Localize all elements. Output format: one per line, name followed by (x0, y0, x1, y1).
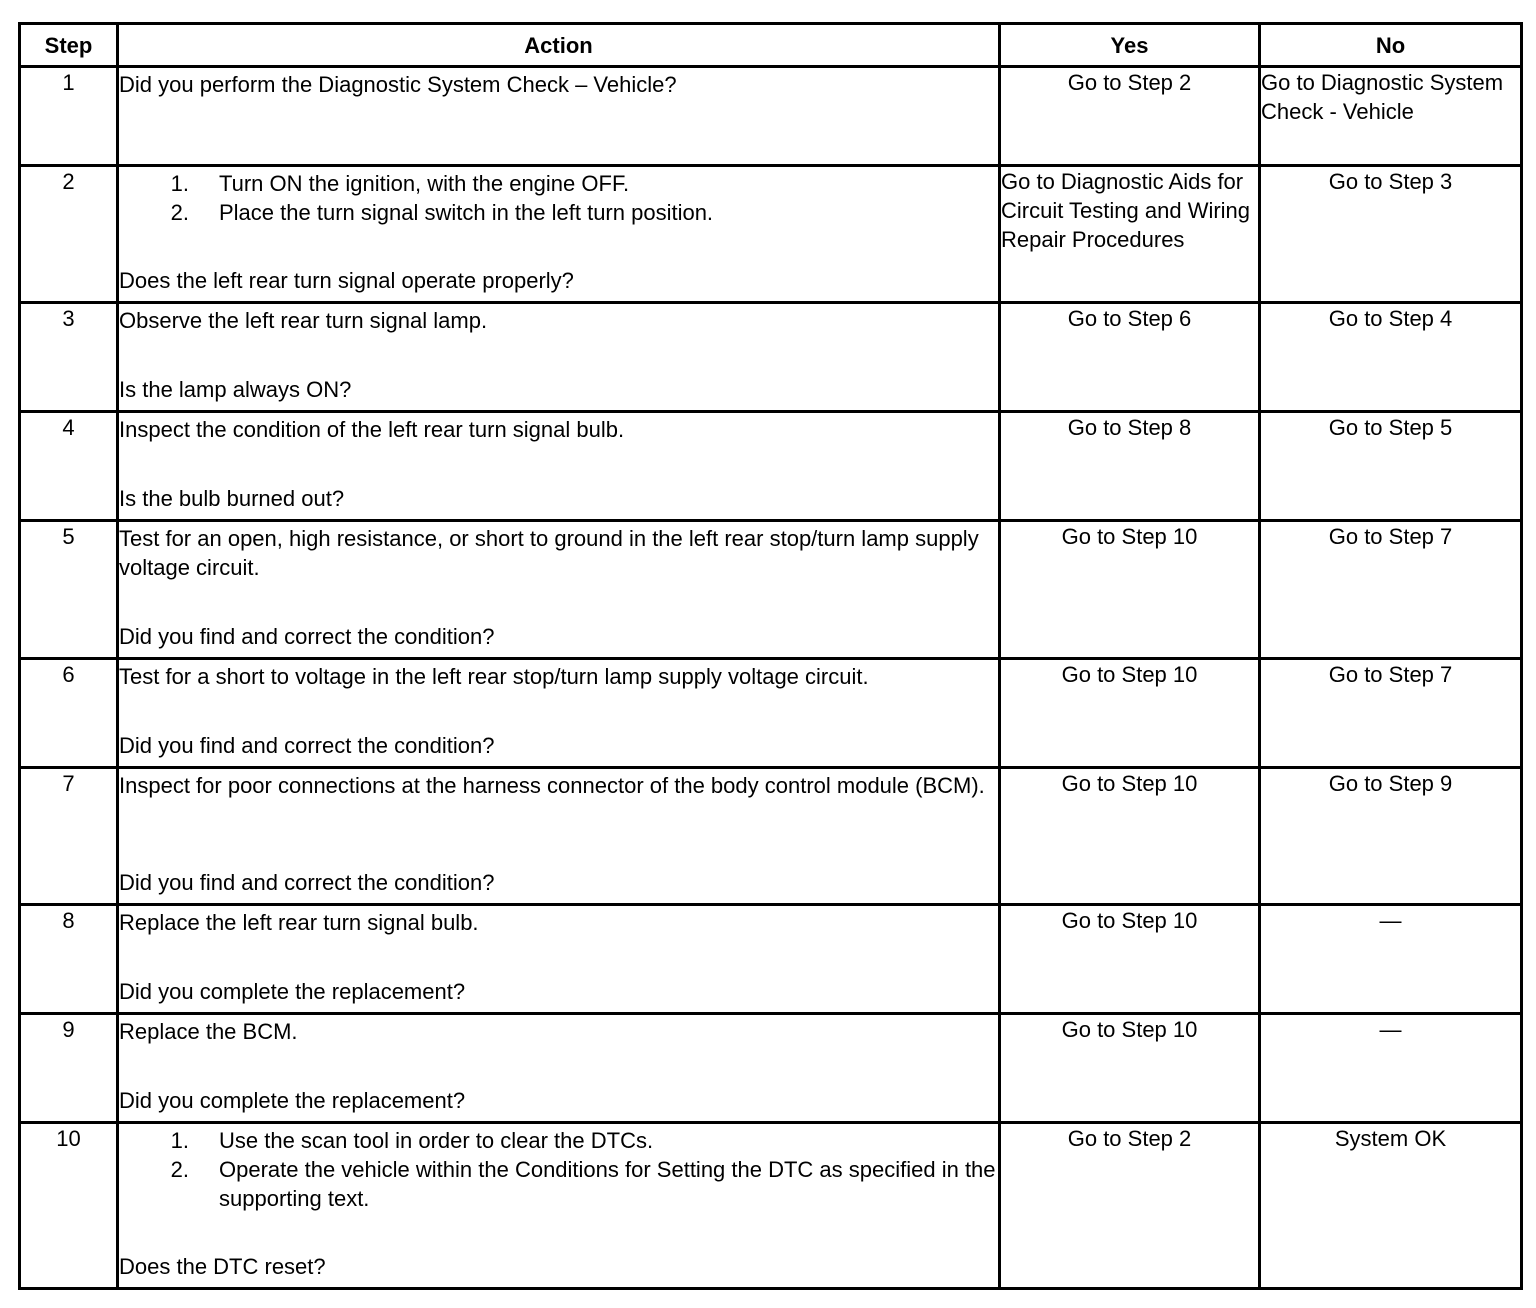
step-number: 2 (20, 166, 118, 303)
instruction-item: 1. Turn ON the ignition, with the engine OFF. (170, 171, 630, 196)
instruction-list (119, 169, 998, 227)
table-row (20, 67, 1522, 166)
yes-cell: Go to Step 10 (1000, 905, 1260, 1014)
action-question: Did you complete the replacement? (119, 979, 466, 1004)
table-row (20, 905, 1522, 1014)
action-cell (118, 67, 1000, 166)
yes-cell: Go to Step 2 (1000, 67, 1260, 166)
action-question: Is the bulb burned out? (119, 486, 345, 511)
yes-cell: Go to Step 8 (1000, 412, 1260, 521)
action-cell (118, 1014, 1000, 1123)
action-question: Did you find and correct the condition? (119, 870, 495, 895)
table-row (20, 1123, 1522, 1289)
yes-cell: Go to Step 10 (1000, 659, 1260, 768)
yes-cell: Go to Step 10 (1000, 1014, 1260, 1123)
instruction-item: 1. Use the scan tool in order to clear the DTCs. (170, 1128, 654, 1153)
diagnostic-table (18, 22, 1523, 1290)
step-number: 6 (20, 659, 118, 768)
action-text: Test for a short to voltage in the left rear stop/turn lamp supply voltage circuit. (119, 664, 869, 689)
header-step: Step (20, 24, 118, 67)
table-row (20, 768, 1522, 905)
action-text: Test for an open, high resistance, or short to ground in the left rear stop/turn lamp supply voltage circuit. (119, 526, 979, 580)
action-text: Replace the BCM. (119, 1019, 298, 1044)
yes-cell: Go to Step 6 (1000, 303, 1260, 412)
action-question: Does the left rear turn signal operate properly? (119, 268, 574, 293)
no-cell: Go to Diagnostic System Check - Vehicle (1260, 67, 1522, 166)
no-cell: Go to Step 7 (1260, 659, 1522, 768)
table-row (20, 412, 1522, 521)
action-question: Did you find and correct the condition? (119, 624, 495, 649)
step-number: 7 (20, 768, 118, 905)
action-cell (118, 768, 1000, 905)
yes-cell: Go to Step 10 (1000, 768, 1260, 905)
no-cell: Go to Step 4 (1260, 303, 1522, 412)
step-number: 3 (20, 303, 118, 412)
action-question: Did you complete the replacement? (119, 1088, 466, 1113)
step-number: 5 (20, 521, 118, 659)
action-question: Is the lamp always ON? (119, 377, 352, 402)
table-row (20, 521, 1522, 659)
table-row (20, 1014, 1522, 1123)
table-row (20, 303, 1522, 412)
header-yes: Yes (1000, 24, 1260, 67)
action-cell (118, 303, 1000, 412)
step-number: 1 (20, 67, 118, 166)
yes-cell: Go to Diagnostic Aids for Circuit Testing and Wiring Repair Procedures (1000, 166, 1260, 303)
action-cell (118, 412, 1000, 521)
header-row (20, 24, 1522, 67)
no-cell: — (1260, 1014, 1522, 1123)
yes-cell: Go to Step 2 (1000, 1123, 1260, 1289)
action-cell (118, 521, 1000, 659)
header-action: Action (118, 24, 1000, 67)
action-cell (118, 166, 1000, 303)
yes-cell: Go to Step 10 (1000, 521, 1260, 659)
header-no: No (1260, 24, 1522, 67)
step-number: 9 (20, 1014, 118, 1123)
step-number: 10 (20, 1123, 118, 1289)
action-cell (118, 1123, 1000, 1289)
no-cell: System OK (1260, 1123, 1522, 1289)
table-row (20, 166, 1522, 303)
step-number: 8 (20, 905, 118, 1014)
table-row (20, 659, 1522, 768)
no-cell: Go to Step 5 (1260, 412, 1522, 521)
action-cell (118, 905, 1000, 1014)
action-question: Did you find and correct the condition? (119, 733, 495, 758)
no-cell: Go to Step 7 (1260, 521, 1522, 659)
instruction-item: 2. Operate the vehicle within the Conditions for Setting the DTC as specified in the supporting text. (170, 1157, 996, 1211)
action-cell (118, 659, 1000, 768)
action-text: Observe the left rear turn signal lamp. (119, 308, 488, 333)
action-text: Replace the left rear turn signal bulb. (119, 910, 479, 935)
action-question: Does the DTC reset? (119, 1254, 326, 1279)
instruction-list (119, 1126, 998, 1213)
no-cell: — (1260, 905, 1522, 1014)
step-number: 4 (20, 412, 118, 521)
action-text: Inspect the condition of the left rear turn signal bulb. (119, 417, 625, 442)
action-text: Did you perform the Diagnostic System Check – Vehicle? (119, 72, 677, 97)
instruction-item: 2. Place the turn signal switch in the left turn position. (170, 200, 714, 225)
no-cell: Go to Step 9 (1260, 768, 1522, 905)
action-text: Inspect for poor connections at the harness connector of the body control module (BCM). (119, 773, 985, 798)
no-cell: Go to Step 3 (1260, 166, 1522, 303)
